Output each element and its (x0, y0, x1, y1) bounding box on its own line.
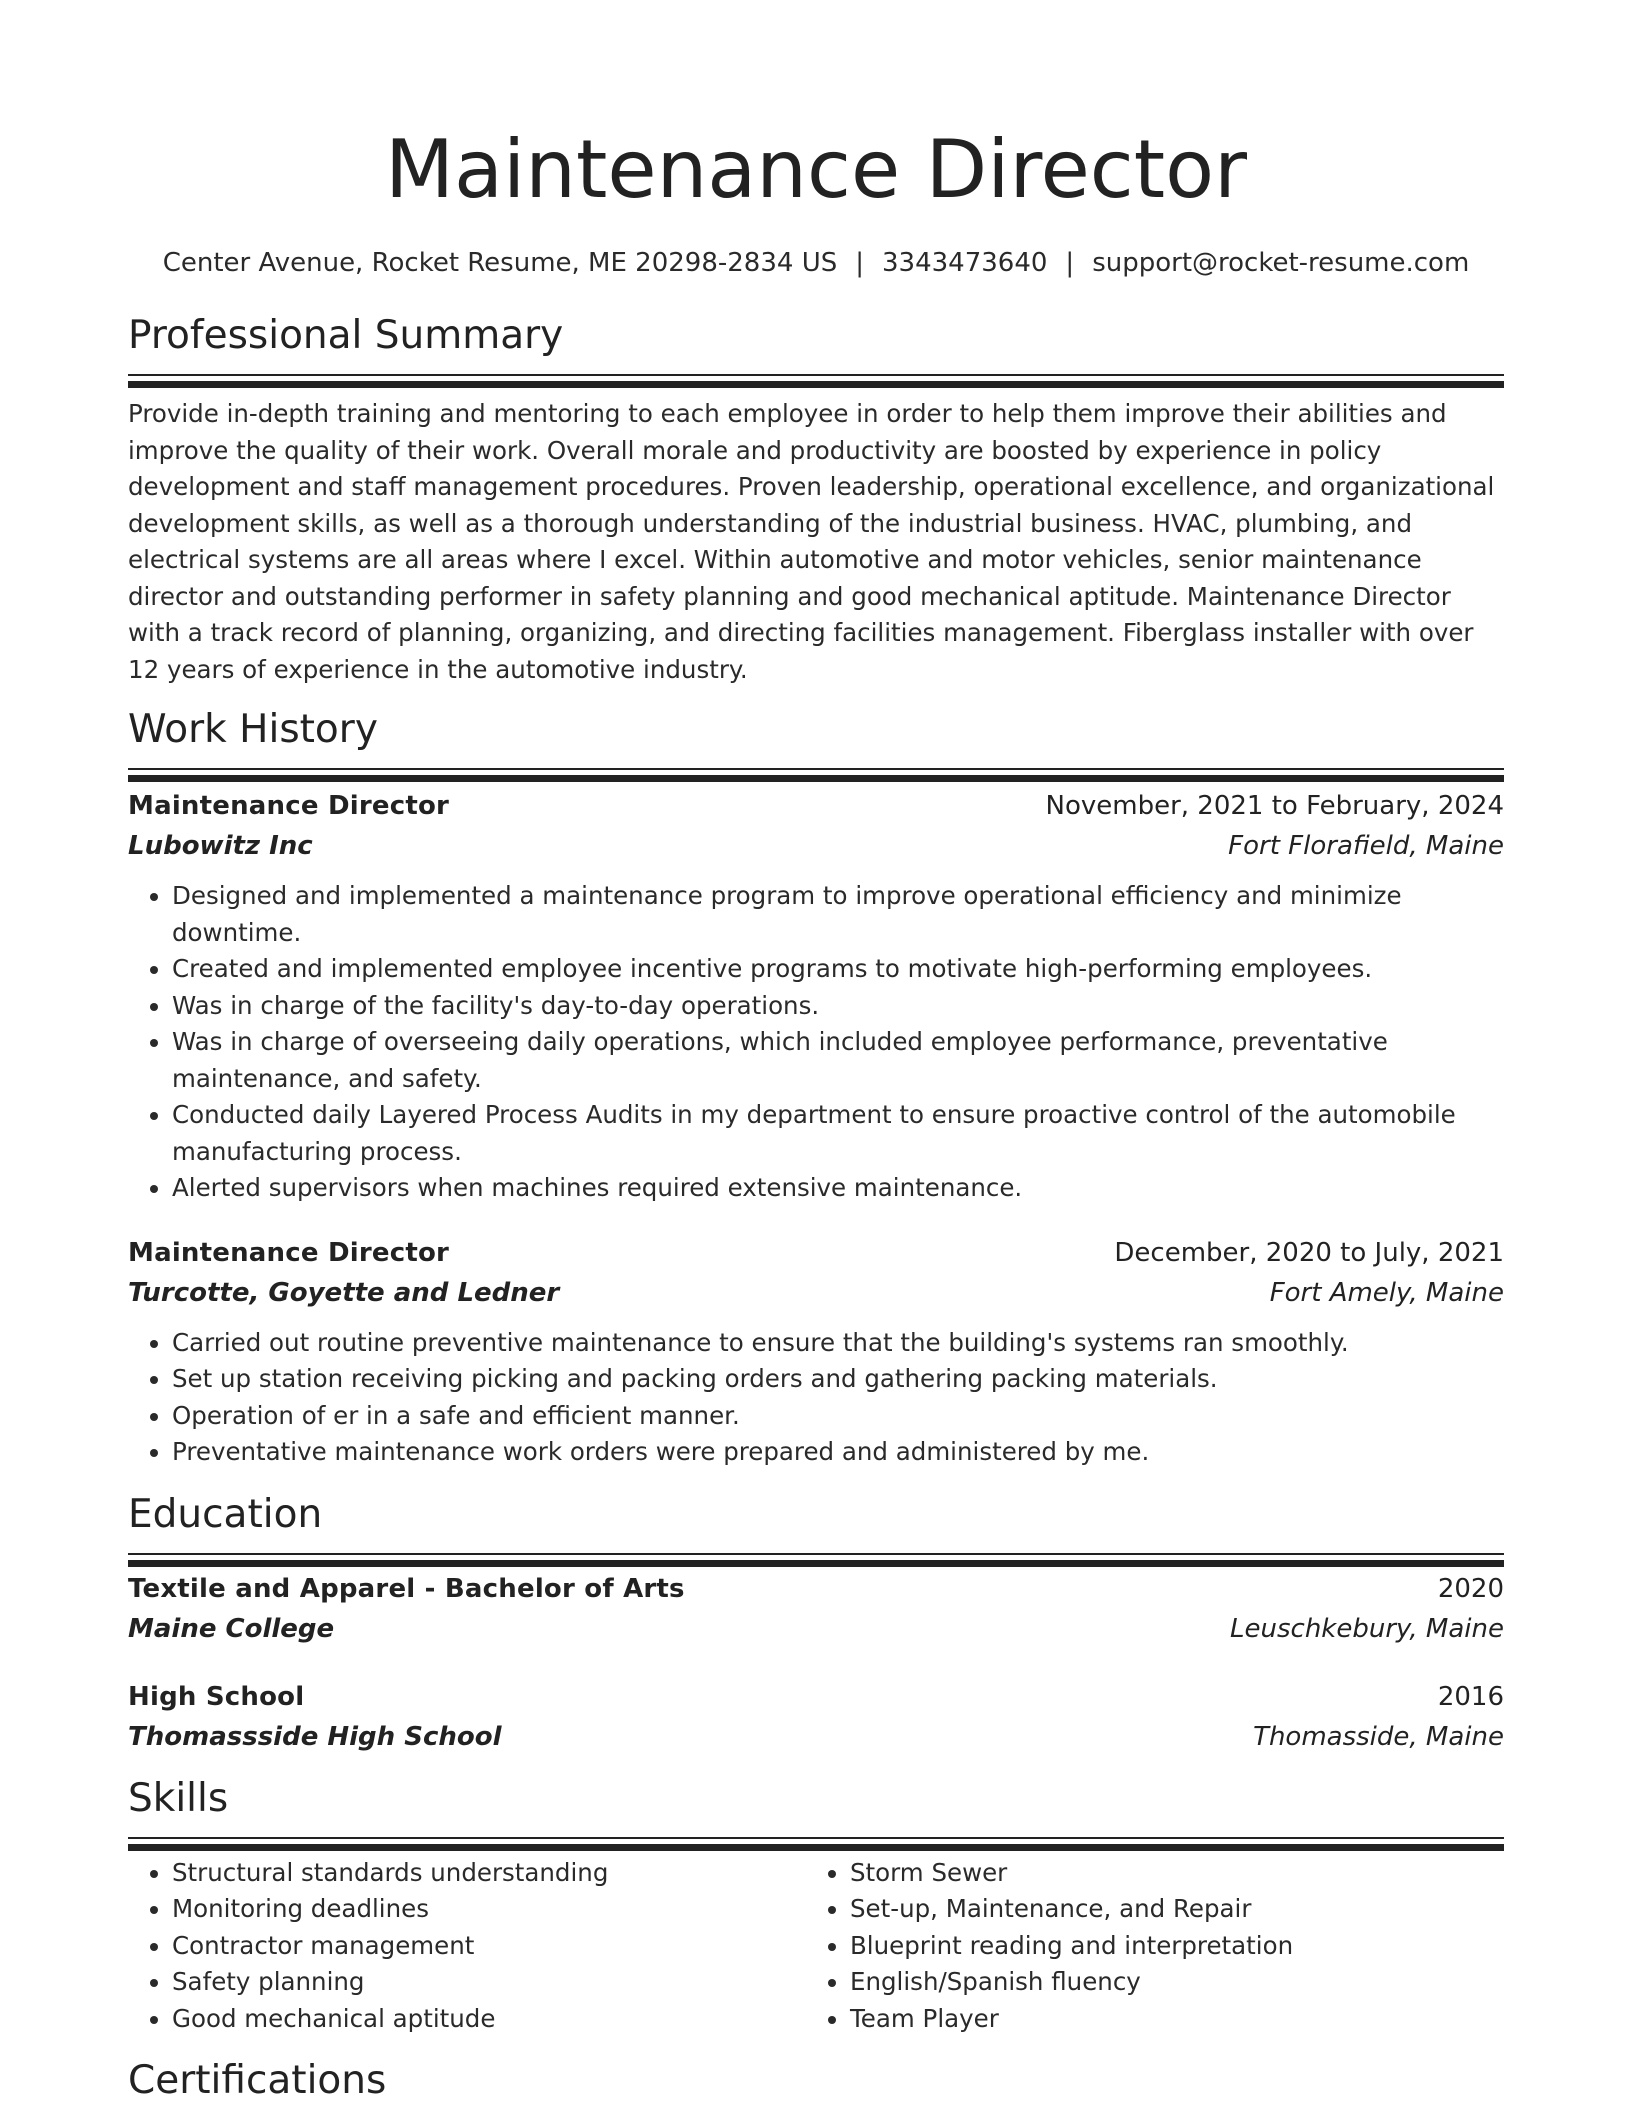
list-item: • Structural standards understanding (172, 1855, 806, 1892)
section-title-certifications: Certifications (128, 2058, 387, 2103)
list-item: • Monitoring deadlines (172, 1891, 806, 1928)
job-location: Fort Amely, Maine (1269, 1277, 1504, 1308)
list-item: • Designed and implemented a maintenance program to improve operational efficiency and minimize downtime. (172, 878, 1504, 951)
list-item: • English/Spanish fluency (850, 1964, 1460, 2001)
job-title: Maintenance Director (128, 1237, 450, 1268)
contact-email: support@rocket-resume.com (1092, 248, 1470, 278)
contact-separator: | (1065, 248, 1075, 278)
education-section (128, 1491, 1504, 1757)
skills-list-left (128, 1855, 806, 2038)
list-item: • Conducted daily Layered Process Audits in my department to ensure proactive control of the automobile manufacturing process. (172, 1097, 1504, 1170)
list-item: • Set up station receiving picking and packing orders and gathering packing materials. (172, 1361, 1504, 1398)
section-divider (128, 1837, 1504, 1839)
section-title-education: Education (128, 1491, 323, 1537)
job-company: Turcotte, Goyette and Ledner (128, 1277, 560, 1308)
list-item: • Alerted supervisors when machines required extensive maintenance. (172, 1170, 1504, 1207)
education-location: Leuschkebury, Maine (1230, 1613, 1504, 1644)
job-entry (128, 1233, 1504, 1471)
list-item: • Team Player (850, 2001, 1460, 2038)
section-divider (128, 768, 1504, 770)
skills-section (128, 1775, 1504, 2038)
education-degree: Textile and Apparel - Bachelor of Arts (128, 1573, 685, 1604)
list-item: • Was in charge of the facility's day-to-day operations. (172, 988, 1504, 1025)
list-item: • Preventative maintenance work orders were prepared and administered by me. (172, 1434, 1504, 1471)
education-school: Thomassside High School (128, 1721, 502, 1752)
contact-address: Center Avenue, Rocket Resume, ME 20298-2834 US (162, 248, 838, 278)
certifications-section (128, 2057, 1504, 2105)
education-location: Thomasside, Maine (1253, 1721, 1504, 1752)
job-entry (128, 786, 1504, 1207)
list-item: • Safety planning (172, 1964, 806, 2001)
contact-separator: | (855, 248, 864, 278)
education-entry (128, 1569, 1504, 1649)
section-title-work: Work History (128, 707, 378, 752)
education-year: 2016 (1437, 1681, 1504, 1712)
job-location: Fort Florafield, Maine (1228, 831, 1504, 861)
education-degree: High School (128, 1681, 305, 1712)
resume-page (128, 0, 1504, 2105)
list-item: • Good mechanical aptitude (172, 2001, 806, 2038)
section-divider (128, 374, 1504, 376)
job-dates: December, 2020 to July, 2021 (1114, 1237, 1504, 1268)
list-item: • Carried out routine preventive maintenance to ensure that the building's systems ran smoothly. (172, 1325, 1504, 1362)
section-title-summary: Professional Summary (128, 313, 564, 358)
job-dates: November, 2021 to February, 2024 (1045, 791, 1504, 821)
summary-text: Provide in-depth training and mentoring to each employee in order to help them improve their abilities and improve the quality of their work. Overall morale and productivity are boosted by experience in policy development and staff management procedures. Proven leadership, operational excellence, and organizational development skills, as well as a thorough understanding of the industrial business. HVAC, plumbing, and electrical systems are all areas where I excel. Within automotive and motor vehicles, senior maintenance director and outstanding performer in safety planning and good mechanical aptitude. Maintenance Director with a track record of planning, organizing, and directing facilities management. Fiberglass installer with over 12 years of experience in the automotive industry. (128, 399, 1495, 684)
list-item: • Operation of er in a safe and efficient manner. (172, 1398, 1504, 1435)
job-bullets (128, 1325, 1504, 1471)
contact-phone: 3343473640 (882, 248, 1048, 278)
section-divider (128, 1553, 1504, 1555)
work-section (128, 706, 1504, 1471)
skills-list-right (806, 1855, 1460, 2038)
contact-line (128, 246, 1504, 280)
education-entry (128, 1677, 1504, 1757)
summary-section (128, 312, 1504, 688)
job-bullets (128, 878, 1504, 1207)
education-year: 2020 (1437, 1573, 1504, 1604)
job-company: Lubowitz Inc (128, 831, 313, 861)
candidate-name: Maintenance Director (385, 123, 1247, 216)
job-title: Maintenance Director (128, 791, 450, 821)
list-item: • Set-up, Maintenance, and Repair (850, 1891, 1460, 1928)
list-item: • Contractor management (172, 1928, 806, 1965)
list-item: • Blueprint reading and interpretation (850, 1928, 1460, 1965)
section-title-skills: Skills (128, 1775, 229, 1821)
list-item: • Was in charge of overseeing daily operations, which included employee performance, preventative maintenance, and safety. (172, 1024, 1504, 1097)
education-school: Maine College (128, 1613, 335, 1644)
list-item: • Created and implemented employee incentive programs to motivate high-performing employees. (172, 951, 1504, 988)
skills-grid (128, 1855, 1504, 2038)
list-item: • Storm Sewer (850, 1855, 1460, 1892)
